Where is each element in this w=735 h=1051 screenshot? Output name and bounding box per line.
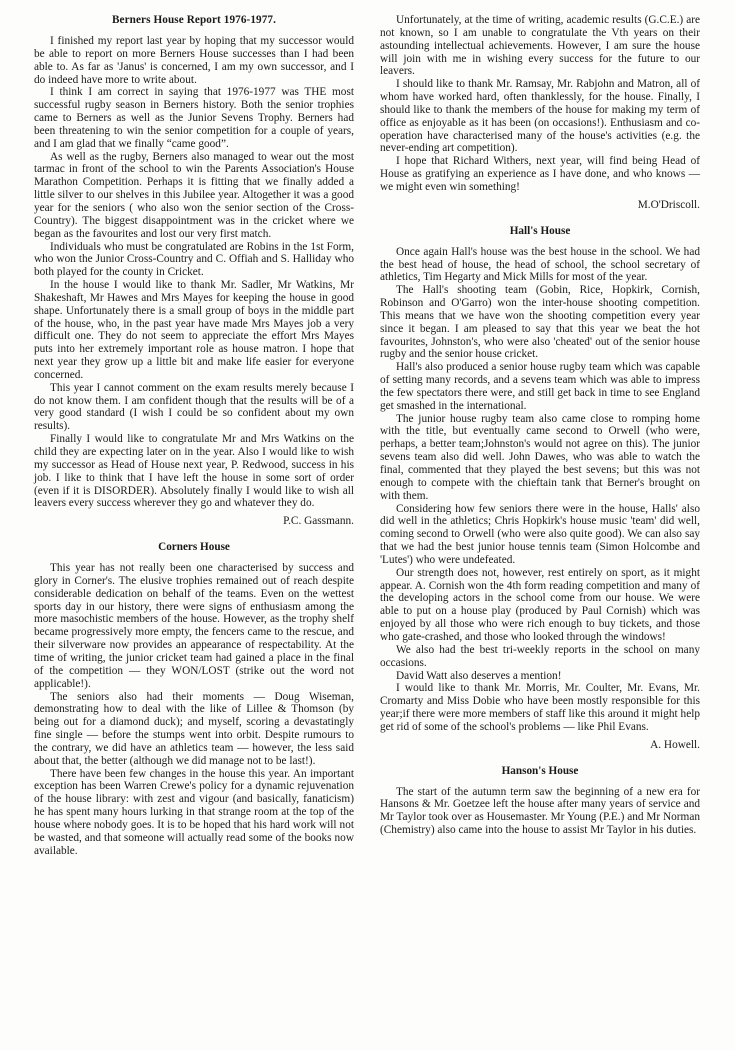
paragraph: I would like to thank Mr. Morris, Mr. Coulter, Mr. Evans, Mr. Cromarty and Miss Dobie who have been mostly responsible for this year;if there were more members of staff like this around it might help get rid of some of the school's problems — like Phil Evans. — [380, 682, 700, 733]
paragraph: Considering how few seniors there were in the house, Halls' also did well in the athletics; Chris Hopkirk's house music 'team' did well, coming second to Orwell (who were also quite good). We can also say that we had the best junior house tennis team (Simon Holcombe and 'Lutes') who were undefeated. — [380, 502, 700, 566]
section-title-halls-house: Hall's House — [509, 224, 571, 237]
section-title-corners-house: Corners House — [158, 541, 230, 554]
paragraph: I finished my report last year by hoping that my successor would be able to report on more Berners House successes than I had been able to. As far as 'Janus' is concerned, I am my own successor, and I do indeed have more to write about. — [34, 35, 354, 86]
section-title-hansons-house: Hanson's House — [501, 764, 579, 777]
left-column — [34, 14, 354, 1041]
paragraph: I hope that Richard Withers, next year, will find being Head of House as gratifying an experience as I have done, and who knows — we might even win something! — [380, 155, 700, 193]
paragraph: David Watt also deserves a mention! — [396, 669, 562, 682]
paragraph: Finally I would like to congratulate Mr and Mrs Watkins on the child they are expecting later on in the year. Also I would like to wish my successor as Head of House next year, P. Redwood, success in his job. I like to think that I have left the house in some sort of order (even if it is DISORDER). Absolutely finally I would like to wish all leavers every success wherever they go and whatever they do. — [34, 433, 354, 510]
paragraph: As well as the rugby, Berners also managed to wear out the most tarmac in front of the school to win the Parents Association's House Marathon Competition. Perhaps it is fitting that we finally added a little silver to our shelves in this Jubilee year. Altogether it was a good year for the seniors ( who also won the senior section of the Cross-Country). The biggest disappointment was in the cricket where we began as the favourites and lost our very first match. — [34, 150, 354, 240]
right-column — [380, 14, 700, 1041]
paragraph: Hall's also produced a senior house rugby team which was capable of setting many records, and a sevens team which was able to impress the few spectators there were, and still get back in time to see England get smashed in the international. — [380, 361, 700, 412]
paragraph: I should like to thank Mr. Ramsay, Mr. Rabjohn and Matron, all of whom have worked hard, often thanklessly, for the house. Finally, I should like to thank the members of the house for making my term of office as enjoyable as it has been (on occasions!). Enthusiasm and co-operation have characterised many of the house's activities (e.g. the never-ending art competition). — [380, 78, 700, 155]
paragraph: This year I cannot comment on the exam results merely because I do not know them. I am confident though that the results will be of a very good standard (I wish I could be so confident about my own results). — [34, 381, 354, 433]
signature: A. Howell. — [650, 738, 700, 751]
paragraph: The Hall's shooting team (Gobin, Rice, Hopkirk, Cornish, Robinson and O'Garro) won the inter-house shooting competition. This means that we have won the shooting competition every year since it began. I am pleased to say that this year we beat the hot favourites, Johnston's, who were also 'cheated' out of the senior house rugby and the senior house cricket. — [380, 284, 700, 361]
paragraph: Individuals who must be congratulated are Robins in the 1st Form, who won the Junior Cross-Country and C. Offiah and S. Halliday who both played for the county in Cricket. — [34, 240, 354, 279]
signature: M.O'Driscoll. — [637, 198, 700, 211]
paragraph: The start of the autumn term saw the beginning of a new era for Hansons & Mr. Goetzee left the house after many years of service and Mr Taylor took over as Housemaster. Mr Young (P.E.) and Mr Norman (Chemistry) also came into the house to assist Mr Taylor in his duties. — [380, 785, 700, 837]
paragraph: Once again Hall's house was the best house in the school. We had the best head of house, the head of school, the school secretary of athletics, Tim Hegarty and Mick Mills for most of the year. — [380, 245, 700, 284]
page-title: Berners House Report 1976-1977. — [111, 14, 277, 26]
paragraph: Unfortunately, at the time of writing, academic results (G.C.E.) are not known, so I am unable to congratulate the Vth years on their astounding intellectual achievements. However, I am sure the house will join with me in wishing every success for the future to our leavers. — [380, 14, 700, 78]
paragraph: The seniors also had their moments — Doug Wiseman, demonstrating how to deal with the like of Lillee & Thomson (by being out for a diamond duck); and myself, scoring a devastatingly fine single — before the stumps went into orbit. Despite rumours to the contrary, we did have an athletics team — however, the less said about that, the better (although we did manage not to be last!). — [34, 690, 354, 767]
paragraph: This year has not really been one characterised by success and glory in Corner's. The elusive trophies remained out of reach despite considerable dedication on behalf of the teams. Even on the wettest sports day in our history, there were signs of enthusiasm among the more masochistic members of the house. However, as the trophy shelf became progressively more empty, the fencers came to the rescue, and their silverware now provides an appearance of respectability. At the time of writing, the junior cricket team had gained a place in the final of the competition — they WON/LOST (strike out the word not applicable!). — [34, 562, 354, 690]
paragraph: We also had the best tri-weekly reports in the school on many occasions. — [380, 643, 700, 669]
signature: P.C. Gassmann. — [283, 515, 354, 528]
paragraph: There have been few changes in the house this year. An important exception has been Warren Crewe's policy for a dynamic rejuvenation of the house library: with zest and vigour (and basically, fanaticism) he has spent many hours lurking in that strange room at the top of the house where nobody goes. It is to be hoped that his hard work will not be wasted, and that someone will actually read some of the books now available. — [34, 767, 354, 857]
paragraph: I think I am correct in saying that 1976-1977 was THE most successful rugby season in Berners history. Both the senior trophies came to Berners as well as the Junior Sevens Trophy. Berners had been threatening to win the senior competition for a couple of years, and I am glad that we finally “came good”. — [34, 86, 354, 150]
paragraph: In the house I would like to thank Mr. Sadler, Mr Watkins, Mr Shakeshaft, Mr Hawes and Mrs Mayes for keeping the house in good shape. Unfortunately there is a small group of boys in the middle part of the house, who, in the past year have made Mrs Mayes job a very difficult one. They do not seem to appreciate the effort Mrs Mayes puts into her extremely important role as house matron. I hope that next year they grow up a little bit and make life easier for everyone concerned. — [34, 279, 354, 381]
paragraph: Our strength does not, however, rest entirely on sport, as it might appear. A. Cornish won the 4th form reading competition and many of the developing actors in the school come from our house. We were able to put on a house play (produced by Paul Cornish) which was enjoyed by all those who were rich enough to buy tickets, and those who gate-crashed, and those who looked through the windows! — [380, 566, 700, 643]
paragraph: The junior house rugby team also came close to romping home with the title, but eventually came second to Orwell (who were, perhaps, a better team;Johnston's would not agree on this). The junior sevens team also did well. John Dawes, who was able to watch the final, commented that they played the best sevens; but this was not enough to compete with the chieftain tank that Berner's brought on with them. — [380, 412, 700, 502]
